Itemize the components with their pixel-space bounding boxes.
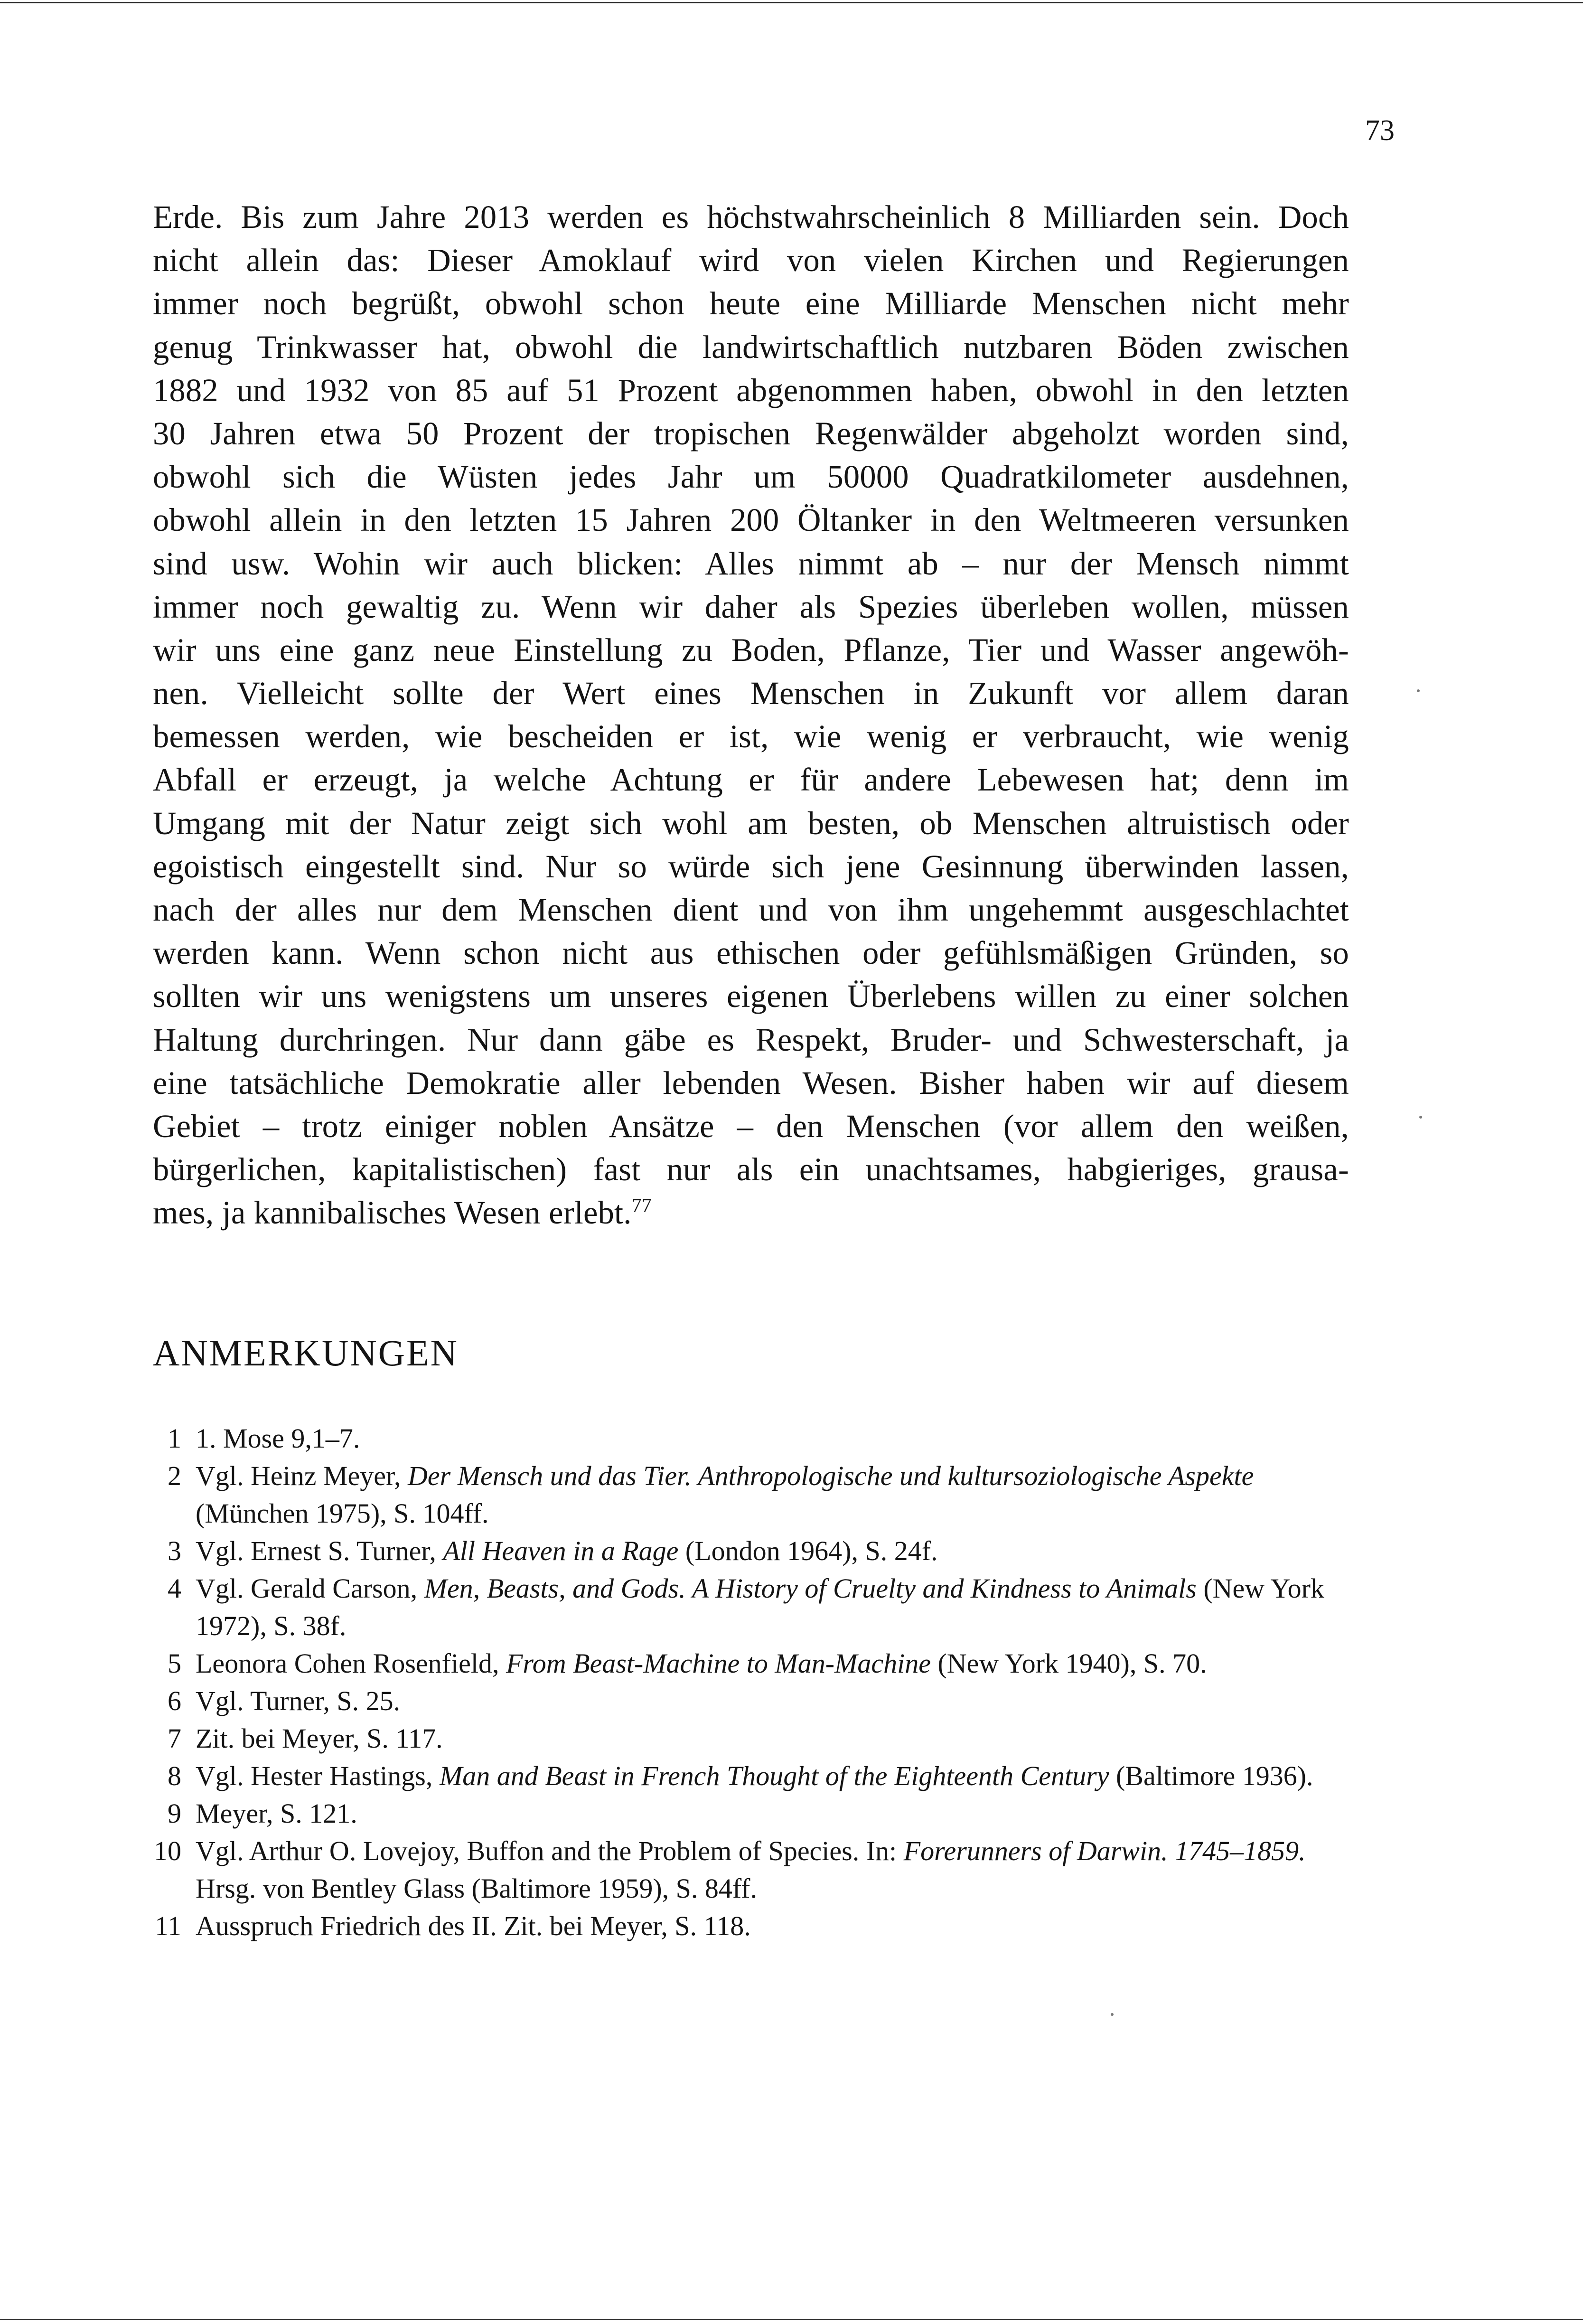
note-title-italic: Men, Beasts, and Gods. A History of Cruelty and Kindness to Animals bbox=[424, 1573, 1197, 1604]
scan-bottom-edge-rule bbox=[0, 2319, 1583, 2320]
note-number: 3 bbox=[168, 1535, 181, 1566]
note-text-part: (München 1975), S. 104ff. bbox=[196, 1498, 489, 1529]
body-line bbox=[153, 585, 1349, 629]
note-item bbox=[153, 1757, 1349, 1795]
note-title-italic: Man and Beast in French Thought of the Eighteenth Century bbox=[439, 1760, 1109, 1791]
note-text-part: Vgl. Hester Hastings, bbox=[196, 1760, 440, 1791]
page-number: 73 bbox=[1365, 114, 1395, 147]
body-line-text: nen. Vielleicht sollte der Wert eines Menschen in Zukunft vor allem daran bbox=[153, 675, 1349, 712]
body-line bbox=[153, 196, 1349, 239]
note-item bbox=[153, 1645, 1349, 1682]
note-text bbox=[196, 1420, 1349, 1457]
notes-list bbox=[153, 1420, 1349, 1945]
body-line-text: nach der alles nur dem Menschen dient und von ihm ungehemmt ausgeschlachtet bbox=[153, 892, 1349, 928]
note-item bbox=[153, 1457, 1349, 1532]
note-item bbox=[153, 1832, 1349, 1907]
note-text-part: (Baltimore 1936). bbox=[1109, 1760, 1313, 1791]
body-line-text: 30 Jahren etwa 50 Prozent der tropischen Regenwälder abgeholzt worden sind, bbox=[153, 415, 1349, 452]
note-title-italic: Forerunners of Darwin. 1745–1859. bbox=[903, 1835, 1306, 1866]
body-line-text: 1882 und 1932 von 85 auf 51 Prozent abgenommen haben, obwohl in den letzten bbox=[153, 372, 1349, 408]
note-text bbox=[196, 1457, 1349, 1532]
note-text-part: (New York 1972), S. 38f. bbox=[196, 1573, 1324, 1641]
body-line-text: eine tatsächliche Demokratie aller lebenden Wesen. Bisher haben wir auf diesem bbox=[153, 1064, 1349, 1101]
body-line-text: bürgerlichen, kapitalistischen) fast nur als ein unachtsames, habgieriges, grausa- bbox=[153, 1151, 1349, 1188]
note-text bbox=[196, 1682, 1349, 1720]
note-text bbox=[196, 1795, 1349, 1832]
body-line bbox=[153, 888, 1349, 931]
footnote-reference: 77 bbox=[631, 1195, 652, 1217]
note-number: 7 bbox=[168, 1723, 181, 1754]
note-text bbox=[196, 1757, 1349, 1795]
note-text-part: Meyer, S. 121. bbox=[196, 1798, 357, 1829]
body-line-text: obwohl allein in den letzten 15 Jahren 200 Öltanker in den Weltmeeren versunken bbox=[153, 502, 1349, 538]
body-line bbox=[153, 715, 1349, 758]
body-line-text: nicht allein das: Dieser Amoklauf wird von vielen Kirchen und Regierungen bbox=[153, 242, 1349, 279]
note-number: 10 bbox=[154, 1835, 181, 1866]
body-paragraph bbox=[153, 196, 1349, 1235]
note-text-part: Vgl. Heinz Meyer, bbox=[196, 1460, 408, 1491]
body-line-text: sollten wir uns wenigstens um unseres eigenen Überlebens willen zu einer solchen bbox=[153, 978, 1349, 1015]
body-line bbox=[153, 282, 1349, 325]
body-line bbox=[153, 758, 1349, 801]
body-line bbox=[153, 1191, 1349, 1234]
body-line-text: Haltung durchringen. Nur dann gäbe es Respekt, Bruder- und Schwesterschaft, ja bbox=[153, 1021, 1349, 1058]
note-text-part: Vgl. Ernest S. Turner, bbox=[196, 1535, 443, 1566]
body-line-text: mes, ja kannibalisches Wesen erlebt. bbox=[153, 1195, 632, 1231]
note-text-part: Leonora Cohen Rosenfield, bbox=[196, 1648, 506, 1679]
note-number: 9 bbox=[168, 1798, 181, 1829]
body-line-text: werden kann. Wenn schon nicht aus ethischen oder gefühlsmäßigen Gründen, so bbox=[153, 935, 1349, 971]
body-line bbox=[153, 326, 1349, 369]
note-number: 11 bbox=[155, 1910, 181, 1941]
note-number: 8 bbox=[168, 1760, 181, 1791]
body-line bbox=[153, 1148, 1349, 1191]
note-item bbox=[153, 1570, 1349, 1645]
body-line bbox=[153, 369, 1349, 412]
scan-top-edge-rule bbox=[0, 2, 1583, 3]
note-item bbox=[153, 1532, 1349, 1570]
body-line bbox=[153, 975, 1349, 1018]
body-line-text: immer noch begrüßt, obwohl schon heute eine Milliarde Menschen nicht mehr bbox=[153, 285, 1349, 322]
scan-speck bbox=[1417, 689, 1420, 692]
body-line-text: immer noch gewaltig zu. Wenn wir daher als Spezies überleben wollen, müssen bbox=[153, 588, 1349, 625]
body-line bbox=[153, 455, 1349, 499]
body-line-text: wir uns eine ganz neue Einstellung zu Boden, Pflanze, Tier und Wasser angewöh- bbox=[153, 631, 1349, 668]
note-item bbox=[153, 1720, 1349, 1757]
note-text bbox=[196, 1832, 1349, 1907]
body-line bbox=[153, 412, 1349, 455]
note-text-part: Ausspruch Friedrich des II. Zit. bei Meyer, S. 118. bbox=[196, 1910, 751, 1941]
body-line-text: sind usw. Wohin wir auch blicken: Alles nimmt ab – nur der Mensch nimmt bbox=[153, 545, 1349, 582]
body-line bbox=[153, 1018, 1349, 1062]
body-line bbox=[153, 629, 1349, 672]
note-item bbox=[153, 1795, 1349, 1832]
body-line-text: Gebiet – trotz einiger noblen Ansätze – den Menschen (vor allem den weißen, bbox=[153, 1108, 1349, 1144]
note-number: 6 bbox=[168, 1685, 181, 1716]
body-line bbox=[153, 1062, 1349, 1105]
note-text-part: Zit. bei Meyer, S. 117. bbox=[196, 1723, 443, 1754]
note-text-part: Hrsg. von Bentley Glass (Baltimore 1959), S. 84ff. bbox=[196, 1873, 757, 1904]
body-line-text: Umgang mit der Natur zeigt sich wohl am besten, ob Menschen altruistisch oder bbox=[153, 805, 1349, 841]
body-line bbox=[153, 542, 1349, 585]
body-line-text: Erde. Bis zum Jahre 2013 werden es höchstwahrscheinlich 8 Milliarden sein. Doch bbox=[153, 199, 1349, 235]
note-text-part: (London 1964), S. 24f. bbox=[678, 1535, 938, 1566]
note-number: 1 bbox=[168, 1423, 181, 1454]
body-line bbox=[153, 239, 1349, 282]
body-line bbox=[153, 672, 1349, 715]
note-text bbox=[196, 1645, 1349, 1682]
note-text-part: (New York 1940), S. 70. bbox=[930, 1648, 1207, 1679]
body-line bbox=[153, 1105, 1349, 1148]
body-line-text: genug Trinkwasser hat, obwohl die landwirtschaftlich nutzbaren Böden zwischen bbox=[153, 329, 1349, 365]
note-item bbox=[153, 1682, 1349, 1720]
body-line bbox=[153, 499, 1349, 542]
note-text bbox=[196, 1907, 1349, 1945]
note-text bbox=[196, 1720, 1349, 1757]
note-item bbox=[153, 1420, 1349, 1457]
notes-heading: ANMERKUNGEN bbox=[153, 1332, 459, 1374]
body-line-text: egoistisch eingestellt sind. Nur so würde sich jene Gesinnung überwinden lassen, bbox=[153, 848, 1349, 884]
body-line bbox=[153, 931, 1349, 975]
note-title-italic: From Beast-Machine to Man-Machine bbox=[506, 1648, 931, 1679]
note-text-part: Vgl. Arthur O. Lovejoy, Buffon and the Problem of Species. In: bbox=[196, 1835, 904, 1866]
body-line-text: Abfall er erzeugt, ja welche Achtung er für andere Lebewesen hat; denn im bbox=[153, 762, 1349, 798]
note-text-part: Vgl. Turner, S. 25. bbox=[196, 1685, 401, 1716]
note-text bbox=[196, 1532, 1349, 1570]
note-number: 4 bbox=[168, 1573, 181, 1604]
note-item bbox=[153, 1907, 1349, 1945]
body-line-text: obwohl sich die Wüsten jedes Jahr um 50000 Quadratkilometer ausdehnen, bbox=[153, 459, 1349, 495]
body-line bbox=[153, 802, 1349, 845]
body-line-text: bemessen werden, wie bescheiden er ist, wie wenig er verbraucht, wie wenig bbox=[153, 718, 1349, 755]
scan-speck bbox=[1419, 1116, 1422, 1119]
note-title-italic: All Heaven in a Rage bbox=[443, 1535, 679, 1566]
scan-speck bbox=[1111, 2013, 1114, 2016]
note-text-part: Vgl. Gerald Carson, bbox=[196, 1573, 424, 1604]
note-title-italic: Der Mensch und das Tier. Anthropologische und kultursoziologische Aspekte bbox=[408, 1460, 1254, 1491]
note-text bbox=[196, 1570, 1349, 1645]
note-number: 5 bbox=[168, 1648, 181, 1679]
note-number: 2 bbox=[168, 1460, 181, 1491]
body-line bbox=[153, 845, 1349, 888]
note-text-part: 1. Mose 9,1–7. bbox=[196, 1423, 360, 1454]
